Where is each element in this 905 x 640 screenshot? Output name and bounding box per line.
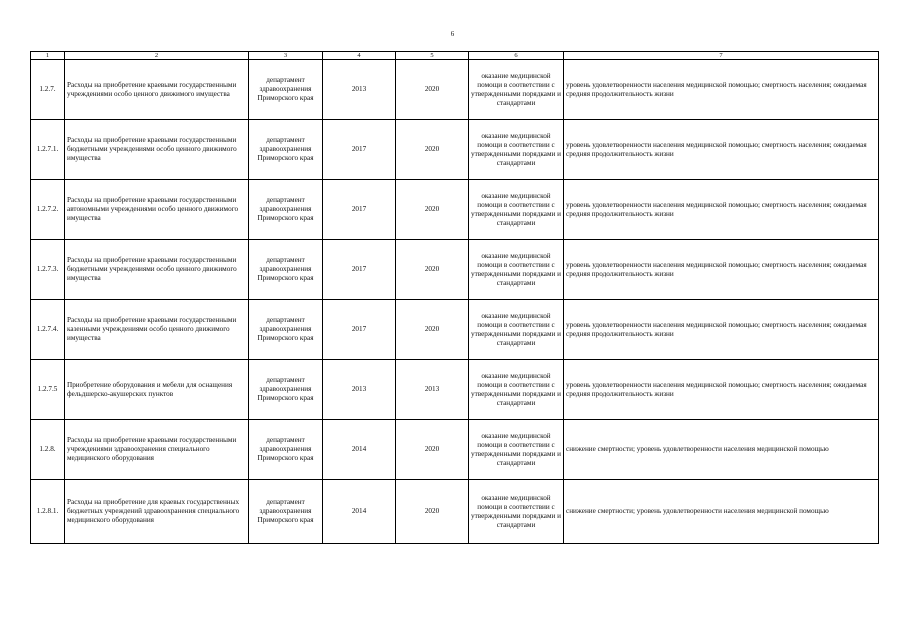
- item-executor: департамент здравоохранения Приморского края: [249, 300, 323, 360]
- item-indicators: уровень удовлетворенности населения медицинской помощью; смертность населения; ожидаемая средняя продолжительность жизни: [564, 360, 879, 420]
- item-indicators: уровень удовлетворенности населения медицинской помощью; смертность населения; ожидаемая средняя продолжительность жизни: [564, 60, 879, 120]
- item-end-year: 2020: [396, 480, 469, 544]
- item-expected-result: оказание медицинской помощи в соответствии с утвержденными порядками и стандартами: [469, 360, 564, 420]
- table-row: [31, 420, 879, 480]
- item-expected-result: оказание медицинской помощи в соответствии с утвержденными порядками и стандартами: [469, 60, 564, 120]
- item-indicators: снижение смертности; уровень удовлетворенности населения медицинской помощью: [564, 480, 879, 544]
- item-start-year: 2017: [323, 180, 396, 240]
- program-table: [30, 51, 879, 544]
- item-name: Расходы на приобретение для краевых государственных бюджетных учреждений здравоохранения специального медицинского оборудования: [65, 480, 249, 544]
- item-end-year: 2020: [396, 60, 469, 120]
- item-executor: департамент здравоохранения Приморского края: [249, 360, 323, 420]
- item-start-year: 2013: [323, 360, 396, 420]
- item-end-year: 2013: [396, 360, 469, 420]
- column-number: 3: [249, 52, 323, 60]
- item-start-year: 2014: [323, 420, 396, 480]
- table-row: [31, 480, 879, 544]
- item-name: Расходы на приобретение краевыми государственными бюджетными учреждениями особо ценного движимого имущества: [65, 120, 249, 180]
- item-name: Расходы на приобретение краевыми государственными бюджетными учреждениями особо ценного движимого имущества: [65, 240, 249, 300]
- table-row: [31, 300, 879, 360]
- item-executor: департамент здравоохранения Приморского края: [249, 180, 323, 240]
- table-row: [31, 120, 879, 180]
- column-number-row: [31, 52, 879, 60]
- item-indicators: уровень удовлетворенности населения медицинской помощью; смертность населения; ожидаемая средняя продолжительность жизни: [564, 240, 879, 300]
- item-number: 1.2.8.1.: [31, 480, 65, 544]
- column-number: 7: [564, 52, 879, 60]
- column-number: 1: [31, 52, 65, 60]
- item-start-year: 2013: [323, 60, 396, 120]
- item-expected-result: оказание медицинской помощи в соответствии с утвержденными порядками и стандартами: [469, 120, 564, 180]
- item-executor: департамент здравоохранения Приморского края: [249, 120, 323, 180]
- item-executor: департамент здравоохранения Приморского края: [249, 480, 323, 544]
- item-number: 1.2.7.3.: [31, 240, 65, 300]
- item-expected-result: оказание медицинской помощи в соответствии с утвержденными порядками и стандартами: [469, 240, 564, 300]
- table-row: [31, 240, 879, 300]
- item-number: 1.2.7.4.: [31, 300, 65, 360]
- item-name: Расходы на приобретение краевыми государственными автономными учреждениями особо ценного движимого имущества: [65, 180, 249, 240]
- table-row: [31, 60, 879, 120]
- item-expected-result: оказание медицинской помощи в соответствии с утвержденными порядками и стандартами: [469, 480, 564, 544]
- item-end-year: 2020: [396, 420, 469, 480]
- item-end-year: 2020: [396, 120, 469, 180]
- item-start-year: 2017: [323, 120, 396, 180]
- item-start-year: 2014: [323, 480, 396, 544]
- item-number: 1.2.7.5: [31, 360, 65, 420]
- item-executor: департамент здравоохранения Приморского края: [249, 60, 323, 120]
- item-number: 1.2.8.: [31, 420, 65, 480]
- item-number: 1.2.7.: [31, 60, 65, 120]
- item-name: Расходы на приобретение краевыми государственными учреждениями здравоохранения специального медицинского оборудования: [65, 420, 249, 480]
- item-end-year: 2020: [396, 300, 469, 360]
- item-start-year: 2017: [323, 240, 396, 300]
- item-name: Приобретение оборудования и мебели для оснащения фельдшерско-акушерских пунктов: [65, 360, 249, 420]
- item-indicators: уровень удовлетворенности населения медицинской помощью; смертность населения; ожидаемая средняя продолжительность жизни: [564, 180, 879, 240]
- item-executor: департамент здравоохранения Приморского края: [249, 420, 323, 480]
- column-number: 6: [469, 52, 564, 60]
- item-name: Расходы на приобретение краевыми государственными учреждениями особо ценного движимого имущества: [65, 60, 249, 120]
- item-expected-result: оказание медицинской помощи в соответствии с утвержденными порядками и стандартами: [469, 420, 564, 480]
- item-number: 1.2.7.2.: [31, 180, 65, 240]
- item-indicators: уровень удовлетворенности населения медицинской помощью; смертность населения; ожидаемая средняя продолжительность жизни: [564, 120, 879, 180]
- column-number: 5: [396, 52, 469, 60]
- item-name: Расходы на приобретение краевыми государственными казенными учреждениями особо ценного движимого имущества: [65, 300, 249, 360]
- item-expected-result: оказание медицинской помощи в соответствии с утвержденными порядками и стандартами: [469, 300, 564, 360]
- table-row: [31, 180, 879, 240]
- item-number: 1.2.7.1.: [31, 120, 65, 180]
- item-indicators: снижение смертности; уровень удовлетворенности населения медицинской помощью: [564, 420, 879, 480]
- column-number: 2: [65, 52, 249, 60]
- item-end-year: 2020: [396, 240, 469, 300]
- item-expected-result: оказание медицинской помощи в соответствии с утвержденными порядками и стандартами: [469, 180, 564, 240]
- item-start-year: 2017: [323, 300, 396, 360]
- item-executor: департамент здравоохранения Приморского края: [249, 240, 323, 300]
- column-number: 4: [323, 52, 396, 60]
- page-number: 6: [450, 30, 455, 38]
- item-indicators: уровень удовлетворенности населения медицинской помощью; смертность населения; ожидаемая средняя продолжительность жизни: [564, 300, 879, 360]
- table-row: [31, 360, 879, 420]
- item-end-year: 2020: [396, 180, 469, 240]
